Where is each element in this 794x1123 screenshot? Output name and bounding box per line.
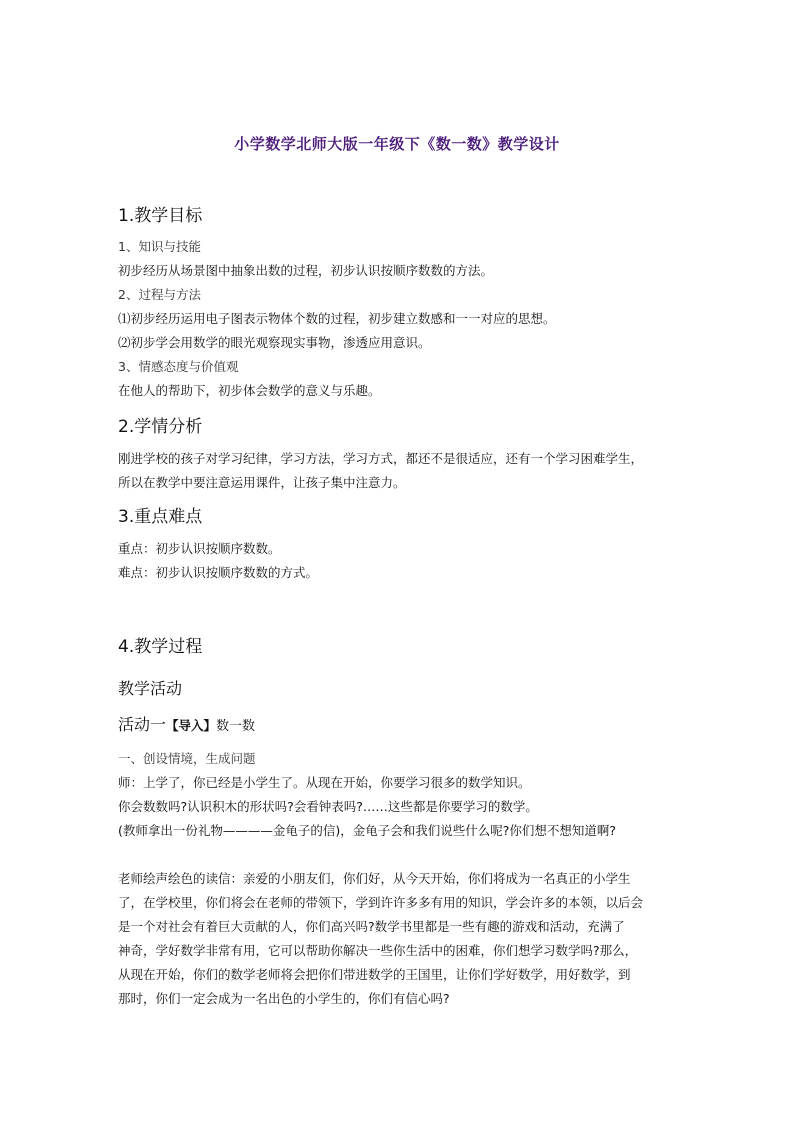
paragraph-knowledge-skills: 初步经历从场景图中抽象出数的过程，初步认识按顺序数数的方法。 xyxy=(118,263,494,278)
paragraph-student-analysis-1: 刚进学校的孩子对学习纪律，学习方法，学习方式，都还不是很适应，还有一个学习困难学生， xyxy=(118,451,644,466)
document-title: 小学数学北师大版一年级下《数一数》教学设计 xyxy=(234,135,560,153)
subheading-process-method: 2、过程与方法 xyxy=(118,287,201,302)
paragraph-key-point: 重点：初步认识按顺序数数。 xyxy=(118,541,281,556)
heading-teaching-activities: 教学活动 xyxy=(118,679,183,698)
paragraph-letter-line: 从现在开始，你们的数学老师将会把你们带进数学的王国里，让你们学好数学，用好数学，到 xyxy=(118,967,631,982)
paragraph-letter-line: 是一个对社会有着巨大贡献的人，你们高兴吗?数学书里都是一些有趣的游戏和活动，充满了 xyxy=(118,919,625,934)
section-heading-student-analysis: 2.学情分析 xyxy=(118,417,203,437)
activity-one-title: 数一数 xyxy=(216,719,256,734)
heading-activity-one xyxy=(118,716,255,736)
paragraph-difficulty: 难点：初步认识按顺序数数的方式。 xyxy=(118,565,319,580)
paragraph-process-method-1: ⑴初步经历运用电子图表示物体个数的过程，初步建立数感和一一对应的思想。 xyxy=(118,311,556,326)
paragraph-student-analysis-2: 所以在教学中要注意运用课件，让孩子集中注意力。 xyxy=(118,475,406,490)
activity-one-tag: 【导入】 xyxy=(166,718,217,733)
paragraph-teacher-intro: 师：上学了，你已经是小学生了。从现在开始，你要学习很多的数学知识。 xyxy=(118,775,531,790)
paragraph-letter-line: 老师绘声绘色的读信：亲爱的小朋友们，你们好，从今天开始，你们将成为一名真正的小学生 xyxy=(118,871,631,886)
section-heading-teaching-process: 4.教学过程 xyxy=(118,637,203,657)
subheading-attitude-values: 3、情感态度与价值观 xyxy=(118,359,239,374)
section-heading-teaching-goals: 1.教学目标 xyxy=(118,206,203,226)
paragraph-process-method-2: ⑵初步学会用数学的眼光观察现实事物，渗透应用意识。 xyxy=(118,335,431,350)
subheading-knowledge-skills: 1、知识与技能 xyxy=(118,239,201,254)
paragraph-attitude-values: 在他人的帮助下，初步体会数学的意义与乐趣。 xyxy=(118,383,381,398)
activity-one-prefix: 活动一 xyxy=(118,715,167,734)
section-heading-key-difficulties: 3.重点难点 xyxy=(118,507,203,527)
paragraph-gift-letter: (教师拿出一份礼物————金龟子的信)，金龟子会和我们说些什么呢?你们想不想知道啊? xyxy=(118,823,617,838)
subheading-create-situation: 一、创设情境，生成问题 xyxy=(118,751,256,766)
paragraph-letter-line: 神奇，学好数学非常有用，它可以帮助你解决一些你生活中的困难，你们想学习数学吗?那么， xyxy=(118,943,638,958)
paragraph-letter-line: 了，在学校里，你们将会在老师的带领下，学到许许多多有用的知识，学会许多的本领，以后会 xyxy=(118,895,644,910)
paragraph-questions: 你会数数吗?认识积木的形状吗?会看钟表吗?……这些都是你要学习的数学。 xyxy=(118,799,538,814)
paragraph-letter-line: 那时，你们一定会成为一名出色的小学生的，你们有信心吗? xyxy=(118,991,450,1006)
